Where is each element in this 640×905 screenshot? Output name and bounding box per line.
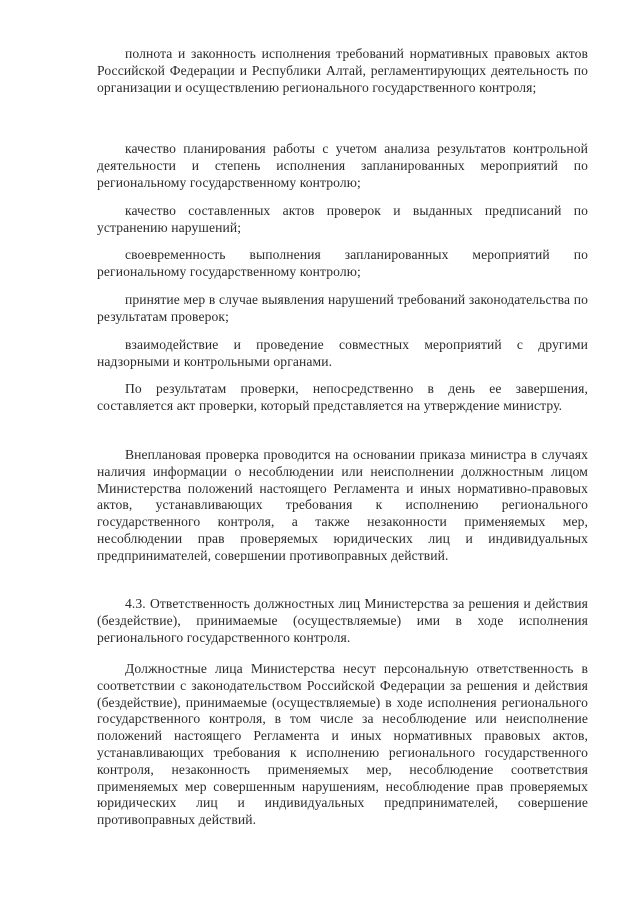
paragraph-officials-responsibility: Должностные лица Министерства несут персональную ответственность в соответствии с законодательством Российской Федерации за решения и действия (бездействие), принимаемые (осуществляемые) в ходе исполнения регионального государственного контроля, в том числе за несоблюдение или неисполнение положений настоящего Регламента и иных нормативных правовых актов, устанавливающих требования к исполнению регионального государственного контроля, незаконность применяемых мер, несоблюдение соответствия применяемых мер совершенным нарушениям, несоблюдение прав проверяемых юридических лиц и индивидуальных предпринимателей, совершение противоправных действий. [97, 661, 588, 828]
paragraph-timeliness: своевременность выполнения запланированных мероприятий по региональному государственному контролю; [97, 247, 588, 279]
paragraph-inspection-act: По результатам проверки, непосредственно в день ее завершения, составляется акт проверки, который представляется на утверждение министру. [97, 381, 588, 413]
paragraph-interaction: взаимодействие и проведение совместных мероприятий с другими надзорными и контрольными органами. [97, 337, 588, 369]
paragraph-unscheduled-inspection: Внеплановая проверка проводится на основании приказа министра в случаях наличия информации о несоблюдении или неисполнении должностным лицом Министерства положений настоящего Регламента и иных нормативно-правовых актов, устанавливающих требования к исполнению регионального государственного контроля, а также незаконности применяемых мер, несоблюдении прав проверяемых юридических лиц и индивидуальных предпринимателей, совершении противоправных действий. [97, 447, 588, 563]
paragraph-acts-quality: качество составленных актов проверок и выданных предписаний по устранению нарушений; [97, 203, 588, 235]
paragraph-completeness: полнота и законность исполнения требований нормативных правовых актов Российской Федерации и Республики Алтай, регламентирующих деятельность по организации и осуществлению регионального государственного контроля; [97, 46, 588, 95]
section-heading-4-3: 4.3. Ответственность должностных лиц Министерства за решения и действия (бездействие), принимаемые (осуществляемые) ими в ходе исполнения регионального государственного контроля. [97, 596, 588, 645]
paragraph-planning-quality: качество планирования работы с учетом анализа результатов контрольной деятельности и степень исполнения запланированных мероприятий по региональному государственному контролю; [97, 141, 588, 190]
paragraph-measures: принятие мер в случае выявления нарушений требований законодательства по результатам проверок; [97, 292, 588, 324]
